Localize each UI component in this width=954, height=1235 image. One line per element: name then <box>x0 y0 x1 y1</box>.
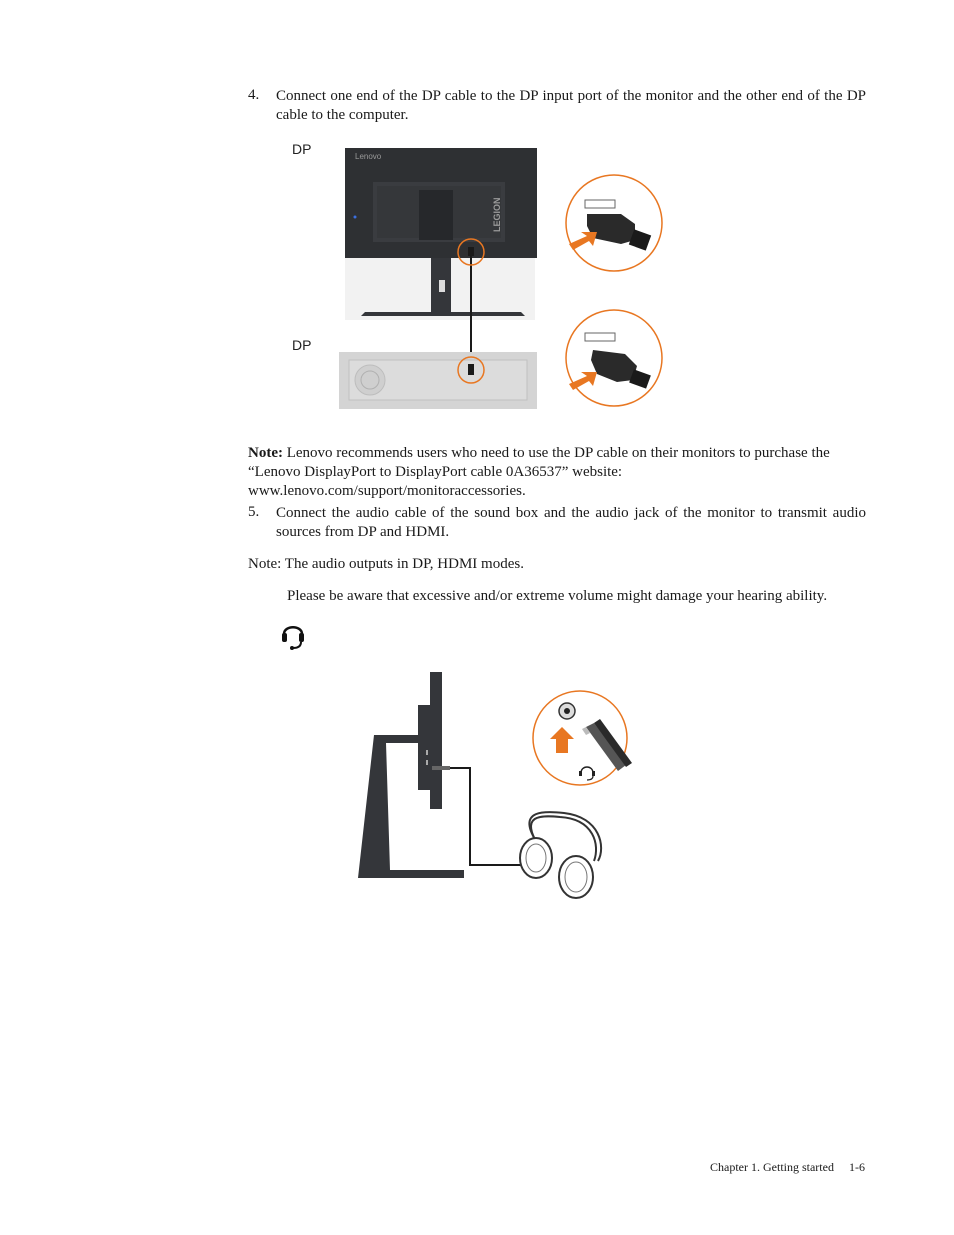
step-5-number: 5. <box>248 504 260 520</box>
footer-page-number: 1-6 <box>849 1160 865 1174</box>
dp-connection-diagram <box>335 140 675 420</box>
note-text: Lenovo recommends users who need to use the DP cable on their monitors to purchase the “Lenovo DisplayPort to DisplayPort cable 0A36537” website: www.lenovo.com/support/monitoraccessories. <box>248 445 830 499</box>
dp-label-monitor: DP <box>292 141 312 157</box>
note-audio-modes: Note: The audio outputs in DP, HDMI modes. <box>248 556 524 572</box>
footer-chapter: Chapter 1. Getting started <box>710 1160 834 1174</box>
step-5-text: Connect the audio cable of the sound box and the audio jack of the monitor to transmit audio sources from DP and HDMI. <box>276 505 866 540</box>
dp-label-computer: DP <box>292 337 312 353</box>
step-4-number: 4. <box>248 87 260 103</box>
audio-connection-diagram <box>350 665 640 905</box>
headphone-warning-icon <box>280 617 306 651</box>
monitor-series-text: LEGION <box>492 197 502 232</box>
note-label: Note: <box>248 445 283 461</box>
monitor-brand-text: Lenovo <box>355 152 382 161</box>
note-dp-cable <box>248 444 868 501</box>
step-4-text: Connect one end of the DP cable to the DP input port of the monitor and the other end of the DP cable to the computer. <box>276 88 866 123</box>
volume-warning-text: Please be aware that excessive and/or extreme volume might damage your hearing ability. <box>287 588 828 604</box>
